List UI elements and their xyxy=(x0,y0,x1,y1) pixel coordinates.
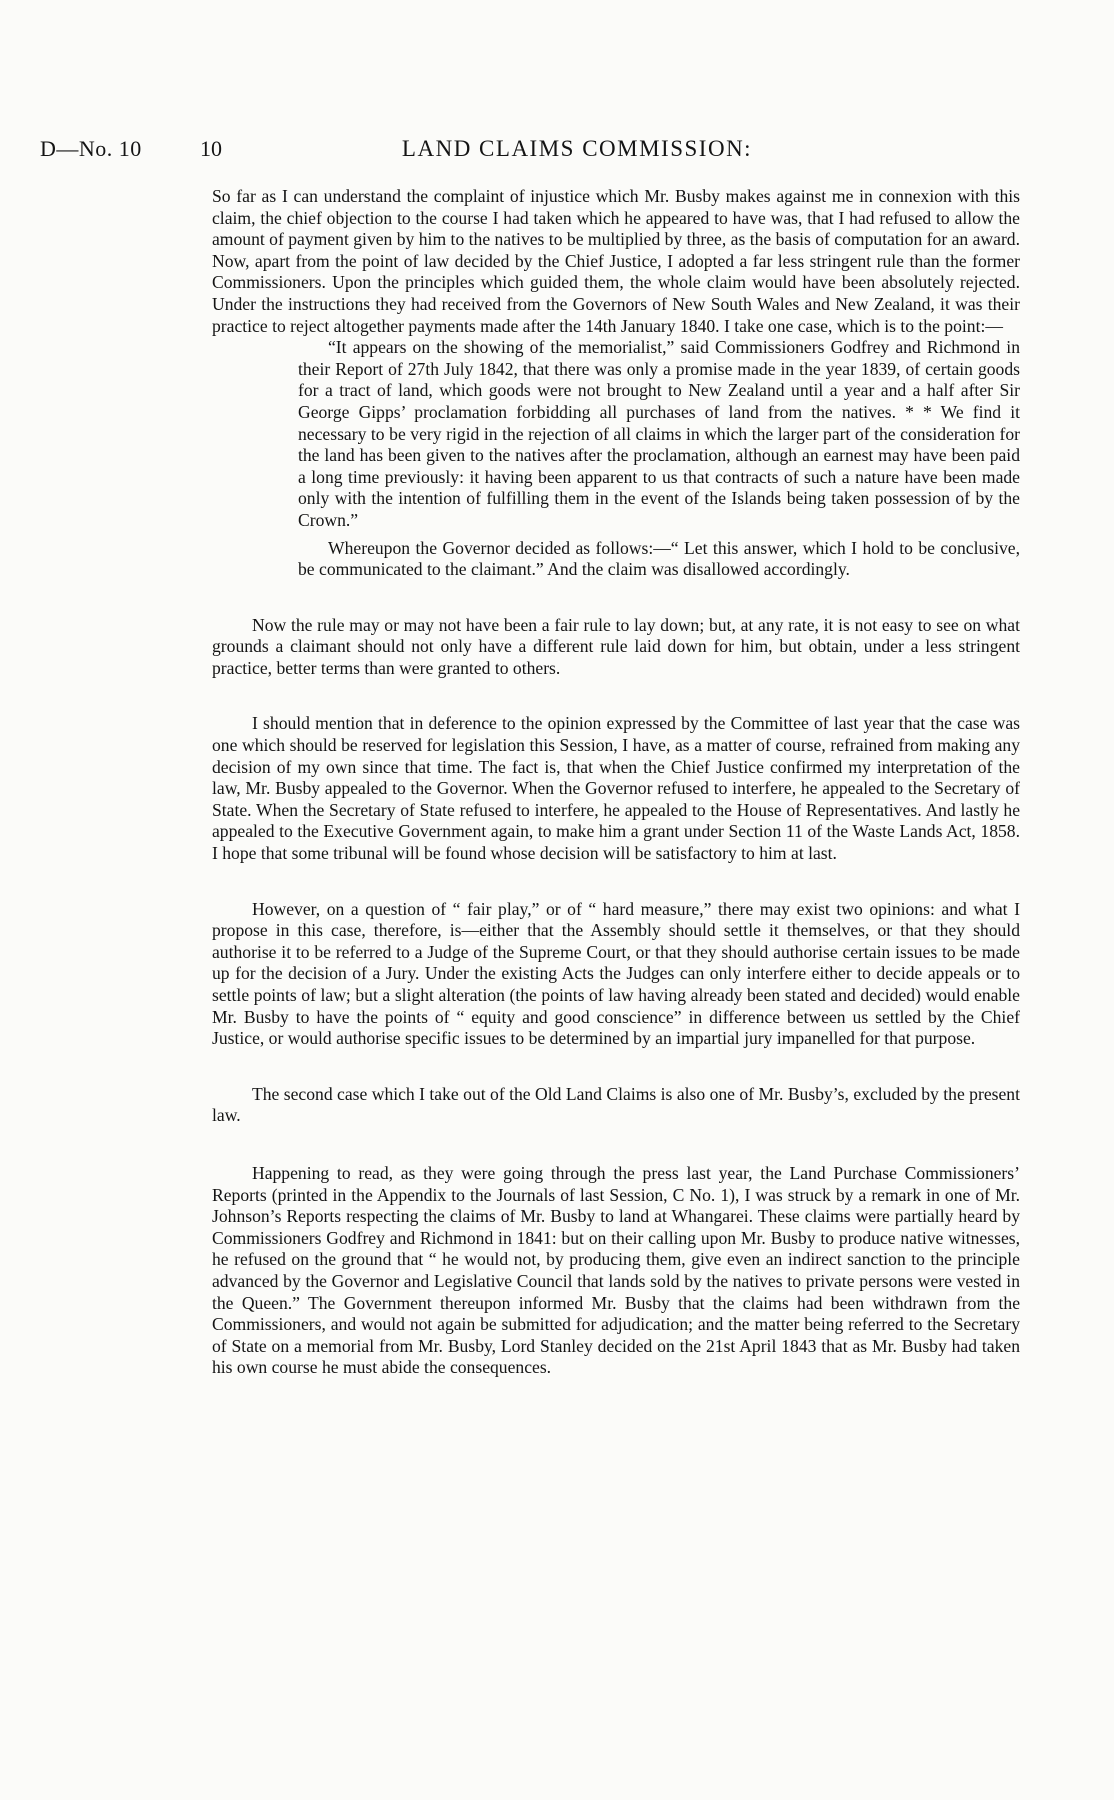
paragraph-whangarei: Happening to read, as they were going through the press last year, the Land Purchase Commissioners’ Reports (printed in the Appendix to the Journals of last Session, C No. 1), I was struck by a remark in one of Mr. Johnson’s Reports respecting the claims of Mr. Busby to land at Whangarei. These claims were partially heard by Commissioners Godfrey and Richmond in 1841: but on their calling upon Mr. Busby to produce native witnesses, he refused on the ground that “ he would not, by producing them, give even an indirect sanction to the principle advanced by the Governor and Legislative Council that lands sold by the natives to private persons were vested in the Queen.” The Government thereupon informed Mr. Busby that the claims had been withdrawn from the Commissioners, and would not again be submitted for adjudication; and the matter being referred to the Secretary of State on a memorial from Mr. Busby, Lord Stanley decided on the 21st April 1843 that as Mr. Busby had taken his own course he must abide the consequences. xyxy=(212,1162,1020,1378)
paragraph-second-case: The second case which I take out of the Old Land Claims is also one of Mr. Busby’s, excluded by the present law. xyxy=(212,1083,1020,1126)
paragraph-rule: Now the rule may or may not have been a fair rule to lay down; but, at any rate, it is not easy to see on what grounds a claimant should not only have a different rule laid down for him, but obtain, under a less stringent practice, better terms than were granted to others. xyxy=(212,614,1020,678)
block-quote xyxy=(298,337,1020,581)
quote-governor-decision: Whereupon the Governor decided as follows:—“ Let this answer, which I hold to be conclusive, be communicated to the claimant.” And the claim was disallowed accordingly. xyxy=(298,537,1020,580)
page-title: LAND CLAIMS COMMISSION: xyxy=(401,136,753,161)
page-number: 10 xyxy=(200,136,222,161)
body-text xyxy=(212,186,1020,1379)
paragraph-fair-play: However, on a question of “ fair play,” or of “ hard measure,” there may exist two opinions: and what I propose in this case, therefore, is—either that the Assembly should settle it themselves, or that they should authorise it to be referred to a Judge of the Supreme Court, or that they should authorise certain issues to be made up for the decision of a Jury. Under the existing Acts the Judges can only interfere either to decide appeals or to settle points of law; but a slight alteration (the points of law having already been stated and decided) would enable Mr. Busby to have the points of “ equity and good conscience” in difference between us settled by the Chief Justice, or would authorise specific issues to be determined by an impartial jury impanelled for that purpose. xyxy=(212,898,1020,1049)
quote-report: “It appears on the showing of the memorialist,” said Commissioners Godfrey and Richmond in their Report of 27th July 1842, that there was only a promise made in the year 1839, of certain goods for a tract of land, which goods were not brought to New Zealand until a year and a half after Sir George Gipps’ proclamation forbidding all purchases of land from the natives. * * We find it necessary to be very rigid in the rejection of all claims in which the larger part of the consideration for the land has been given to the natives after the proclamation, although an earnest may have been paid a long time previously: it having been apparent to us that contracts of such a nature have been made only with the intention of fulfilling them in the event of the Islands being taken possession of by the Crown.” xyxy=(298,337,1020,530)
paragraph-deference: I should mention that in deference to the opinion expressed by the Committee of last year that the case was one which should be reserved for legislation this Session, I have, as a matter of course, refrained from making any decision of my own since that time. The fact is, that when the Chief Justice confirmed my interpretation of the law, Mr. Busby appealed to the Governor. When the Governor refused to interfere, he appealed to the Secretary of State. When the Secretary of State refused to interfere, he appealed to the House of Representatives. And lastly he appealed to the Executive Government again, to make him a grant under Section 11 of the Waste Lands Act, 1858. I hope that some tribunal will be found whose decision will be satisfactory to him at last. xyxy=(212,713,1020,864)
paragraph-complaint: So far as I can understand the complaint of injustice which Mr. Busby makes against me in connexion with this claim, the chief objection to the course I had taken which he appeared to have was, that I had refused to allow the amount of payment given by him to the natives to be multiplied by three, as the basis of computation for an award. Now, apart from the point of law decided by the Chief Justice, I adopted a far less stringent rule than the former Commissioners. Upon the principles which guided them, the whole claim would have been absolutely rejected. Under the instructions they had received from the Governors of New South Wales and New Zealand, it was their practice to reject altogether payments made after the 14th January 1840. I take one case, which is to the point:— xyxy=(212,186,1020,336)
document-reference: D—No. 10 xyxy=(40,136,142,161)
page-header xyxy=(40,136,1074,170)
